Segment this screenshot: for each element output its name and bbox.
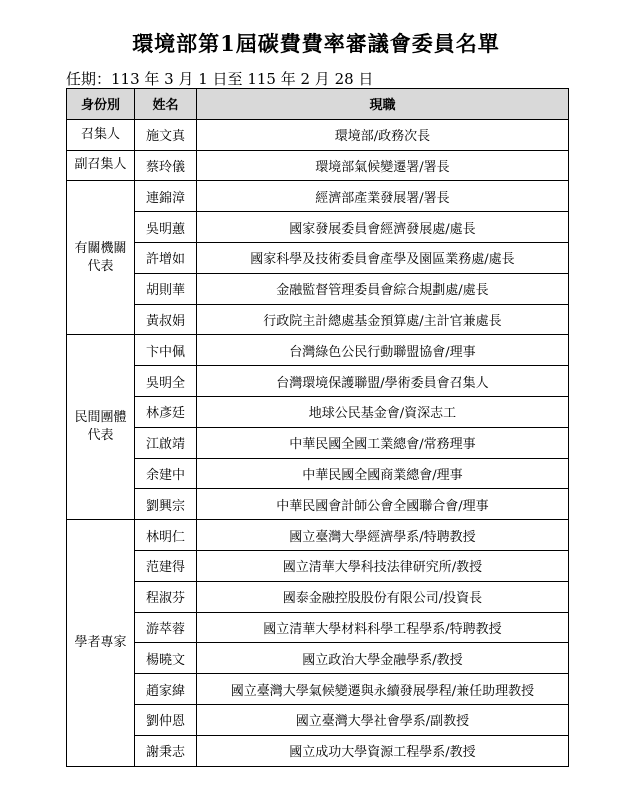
position-cell: 台灣綠色公民行動聯盟協會/理事 xyxy=(197,335,569,366)
table-row xyxy=(67,119,569,150)
position-cell: 國立清華大學材料科學工程學系/特聘教授 xyxy=(197,612,569,643)
table-row xyxy=(67,427,569,458)
table-row xyxy=(67,581,569,612)
name-cell: 吳明全 xyxy=(135,366,197,397)
position-cell: 國立臺灣大學氣候變遷與永續發展學程/兼任助理教授 xyxy=(197,674,569,705)
table-row xyxy=(67,396,569,427)
position-cell: 國家發展委員會經濟發展處/處長 xyxy=(197,212,569,243)
table-row xyxy=(67,735,569,766)
table-row xyxy=(67,704,569,735)
position-cell: 經濟部產業發展署/署長 xyxy=(197,181,569,212)
role-cell: 召集人 xyxy=(67,119,135,150)
position-cell: 國立成功大學資源工程學系/教授 xyxy=(197,735,569,766)
committee-table xyxy=(66,88,569,767)
table-row xyxy=(67,489,569,520)
position-cell: 國立臺灣大學經濟學系/特聘教授 xyxy=(197,520,569,551)
name-cell: 吳明蕙 xyxy=(135,212,197,243)
table-row xyxy=(67,273,569,304)
name-cell: 余建中 xyxy=(135,458,197,489)
name-cell: 范建得 xyxy=(135,550,197,581)
table-row xyxy=(67,674,569,705)
name-cell: 江啟靖 xyxy=(135,427,197,458)
name-cell: 黃叔娟 xyxy=(135,304,197,335)
table-row xyxy=(67,520,569,551)
position-cell: 台灣環境保護聯盟/學術委員會召集人 xyxy=(197,366,569,397)
header-position: 現職 xyxy=(197,89,569,120)
name-cell: 劉仲恩 xyxy=(135,704,197,735)
role-cell: 學者專家 xyxy=(67,520,135,766)
name-cell: 林彥廷 xyxy=(135,396,197,427)
table-row xyxy=(67,335,569,366)
term-text: 任期：113 年 3 月 1 日至 115 年 2 月 28 日 xyxy=(66,70,374,88)
table-row xyxy=(67,150,569,181)
position-cell: 中華民國全國商業總會/理事 xyxy=(197,458,569,489)
role-cell: 民間團體 代表 xyxy=(67,335,135,520)
role-cell: 有關機關 代表 xyxy=(67,181,135,335)
table-row xyxy=(67,458,569,489)
table-row xyxy=(67,366,569,397)
role-cell: 副召集人 xyxy=(67,150,135,181)
position-cell: 國立政治大學金融學系/教授 xyxy=(197,643,569,674)
table-row xyxy=(67,612,569,643)
name-cell: 卞中佩 xyxy=(135,335,197,366)
name-cell: 劉興宗 xyxy=(135,489,197,520)
position-cell: 中華民國全國工業總會/常務理事 xyxy=(197,427,569,458)
header-row xyxy=(67,89,569,120)
name-cell: 蔡玲儀 xyxy=(135,150,197,181)
table-row xyxy=(67,304,569,335)
table-row xyxy=(67,643,569,674)
position-cell: 地球公民基金會/資深志工 xyxy=(197,396,569,427)
position-cell: 環境部氣候變遷署/署長 xyxy=(197,150,569,181)
position-cell: 國家科學及技術委員會產學及園區業務處/處長 xyxy=(197,242,569,273)
table-body xyxy=(67,119,569,766)
name-cell: 連錦漳 xyxy=(135,181,197,212)
name-cell: 趙家緯 xyxy=(135,674,197,705)
name-cell: 胡則華 xyxy=(135,273,197,304)
position-cell: 中華民國會計師公會全國聯合會/理事 xyxy=(197,489,569,520)
name-cell: 游萃蓉 xyxy=(135,612,197,643)
header-name: 姓名 xyxy=(135,89,197,120)
name-cell: 許增如 xyxy=(135,242,197,273)
position-cell: 國立清華大學科技法律研究所/教授 xyxy=(197,550,569,581)
table-row xyxy=(67,181,569,212)
name-cell: 程淑芬 xyxy=(135,581,197,612)
name-cell: 楊曉文 xyxy=(135,643,197,674)
header-role: 身份別 xyxy=(67,89,135,120)
table-row xyxy=(67,242,569,273)
name-cell: 施文真 xyxy=(135,119,197,150)
table-row xyxy=(67,550,569,581)
position-cell: 國立臺灣大學社會學系/副教授 xyxy=(197,704,569,735)
table-row xyxy=(67,212,569,243)
position-cell: 金融監督管理委員會綜合規劃處/處長 xyxy=(197,273,569,304)
name-cell: 謝秉志 xyxy=(135,735,197,766)
position-cell: 國泰金融控股股份有限公司/投資長 xyxy=(197,581,569,612)
position-cell: 環境部/政務次長 xyxy=(197,119,569,150)
name-cell: 林明仁 xyxy=(135,520,197,551)
document-title: 環境部第1屆碳費費率審議會委員名單 xyxy=(132,31,500,56)
position-cell: 行政院主計總處基金預算處/主計官兼處長 xyxy=(197,304,569,335)
